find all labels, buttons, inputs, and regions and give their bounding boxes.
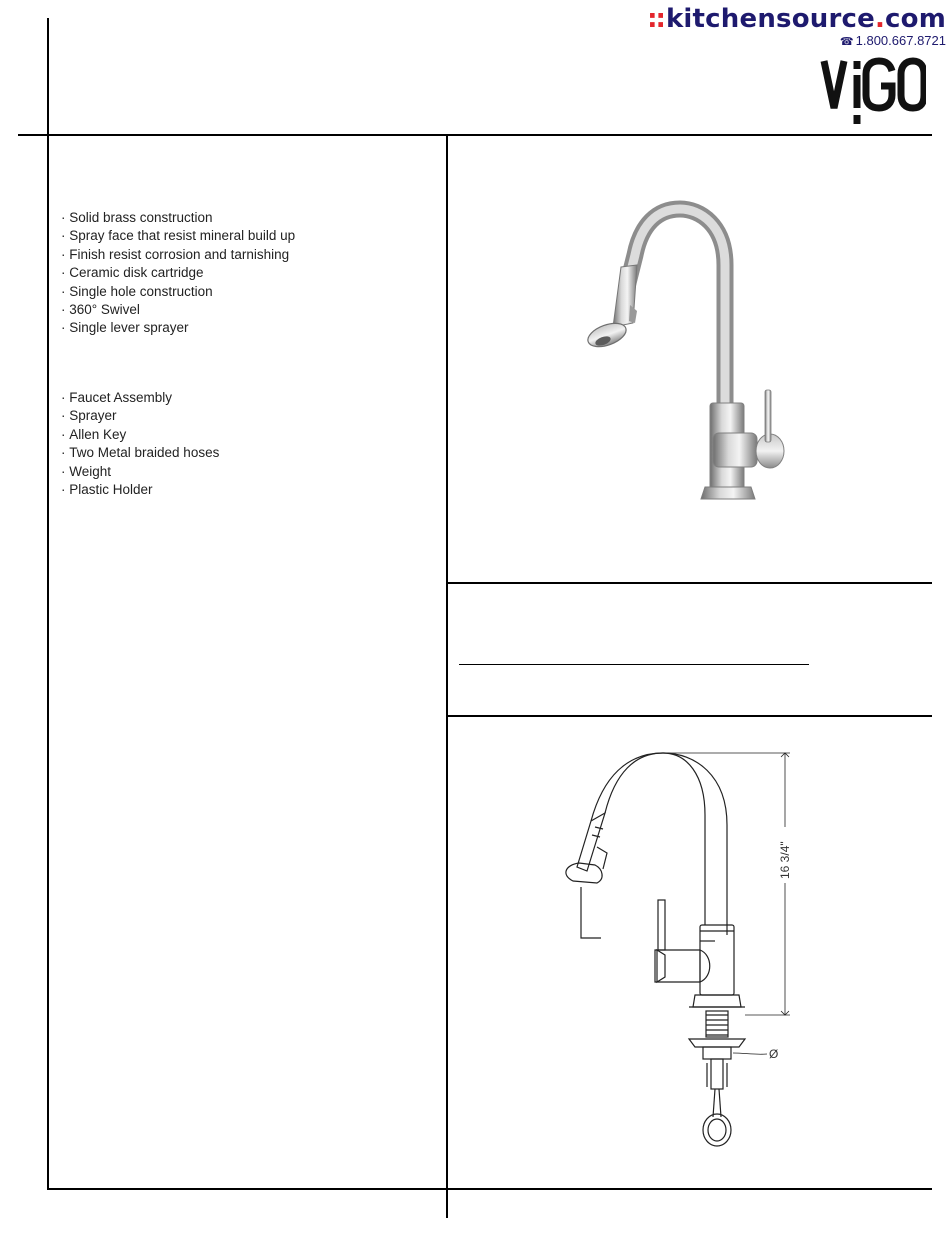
left-margin-rule [47,18,49,1190]
feature-item: · Solid brass construction [61,209,295,227]
included-items-list [61,389,219,499]
feature-list [61,209,295,338]
drawing-section-divider [446,715,932,717]
height-dimension-label: 16 3/4" [778,841,792,879]
included-item: · Sprayer [61,407,219,425]
feature-item: · Single hole construction [61,283,295,301]
retailer-brand [647,4,946,49]
header-divider [18,134,932,136]
vigo-logo [820,57,926,127]
included-item: · Faucet Assembly [61,389,219,407]
retailer-phone: ☎ 1.800.667.8721 [839,33,946,48]
included-item: · Weight [61,463,219,481]
signature-line [459,664,809,665]
telephone-icon: ☎ [839,36,854,48]
faucet-technical-drawing [555,745,815,1155]
footer-divider [47,1188,932,1190]
column-divider [446,134,448,1218]
feature-item: · Finish resist corrosion and tarnishing [61,246,295,264]
diameter-label: Ø [769,1047,779,1061]
feature-item: · Ceramic disk cartridge [61,264,295,282]
included-item: · Allen Key [61,426,219,444]
feature-item: · 360° Swivel [61,301,295,319]
feature-item: · Spray face that resist mineral build up [61,227,295,245]
photo-section-divider [446,582,932,584]
included-item: · Two Metal braided hoses [61,444,219,462]
feature-item: · Single lever sprayer [61,319,295,337]
faucet-product-photo [575,195,805,510]
included-item: · Plastic Holder [61,481,219,499]
retailer-site-name: ::kitchensource.com [647,4,946,34]
brand-dots-icon: :: [647,4,664,34]
